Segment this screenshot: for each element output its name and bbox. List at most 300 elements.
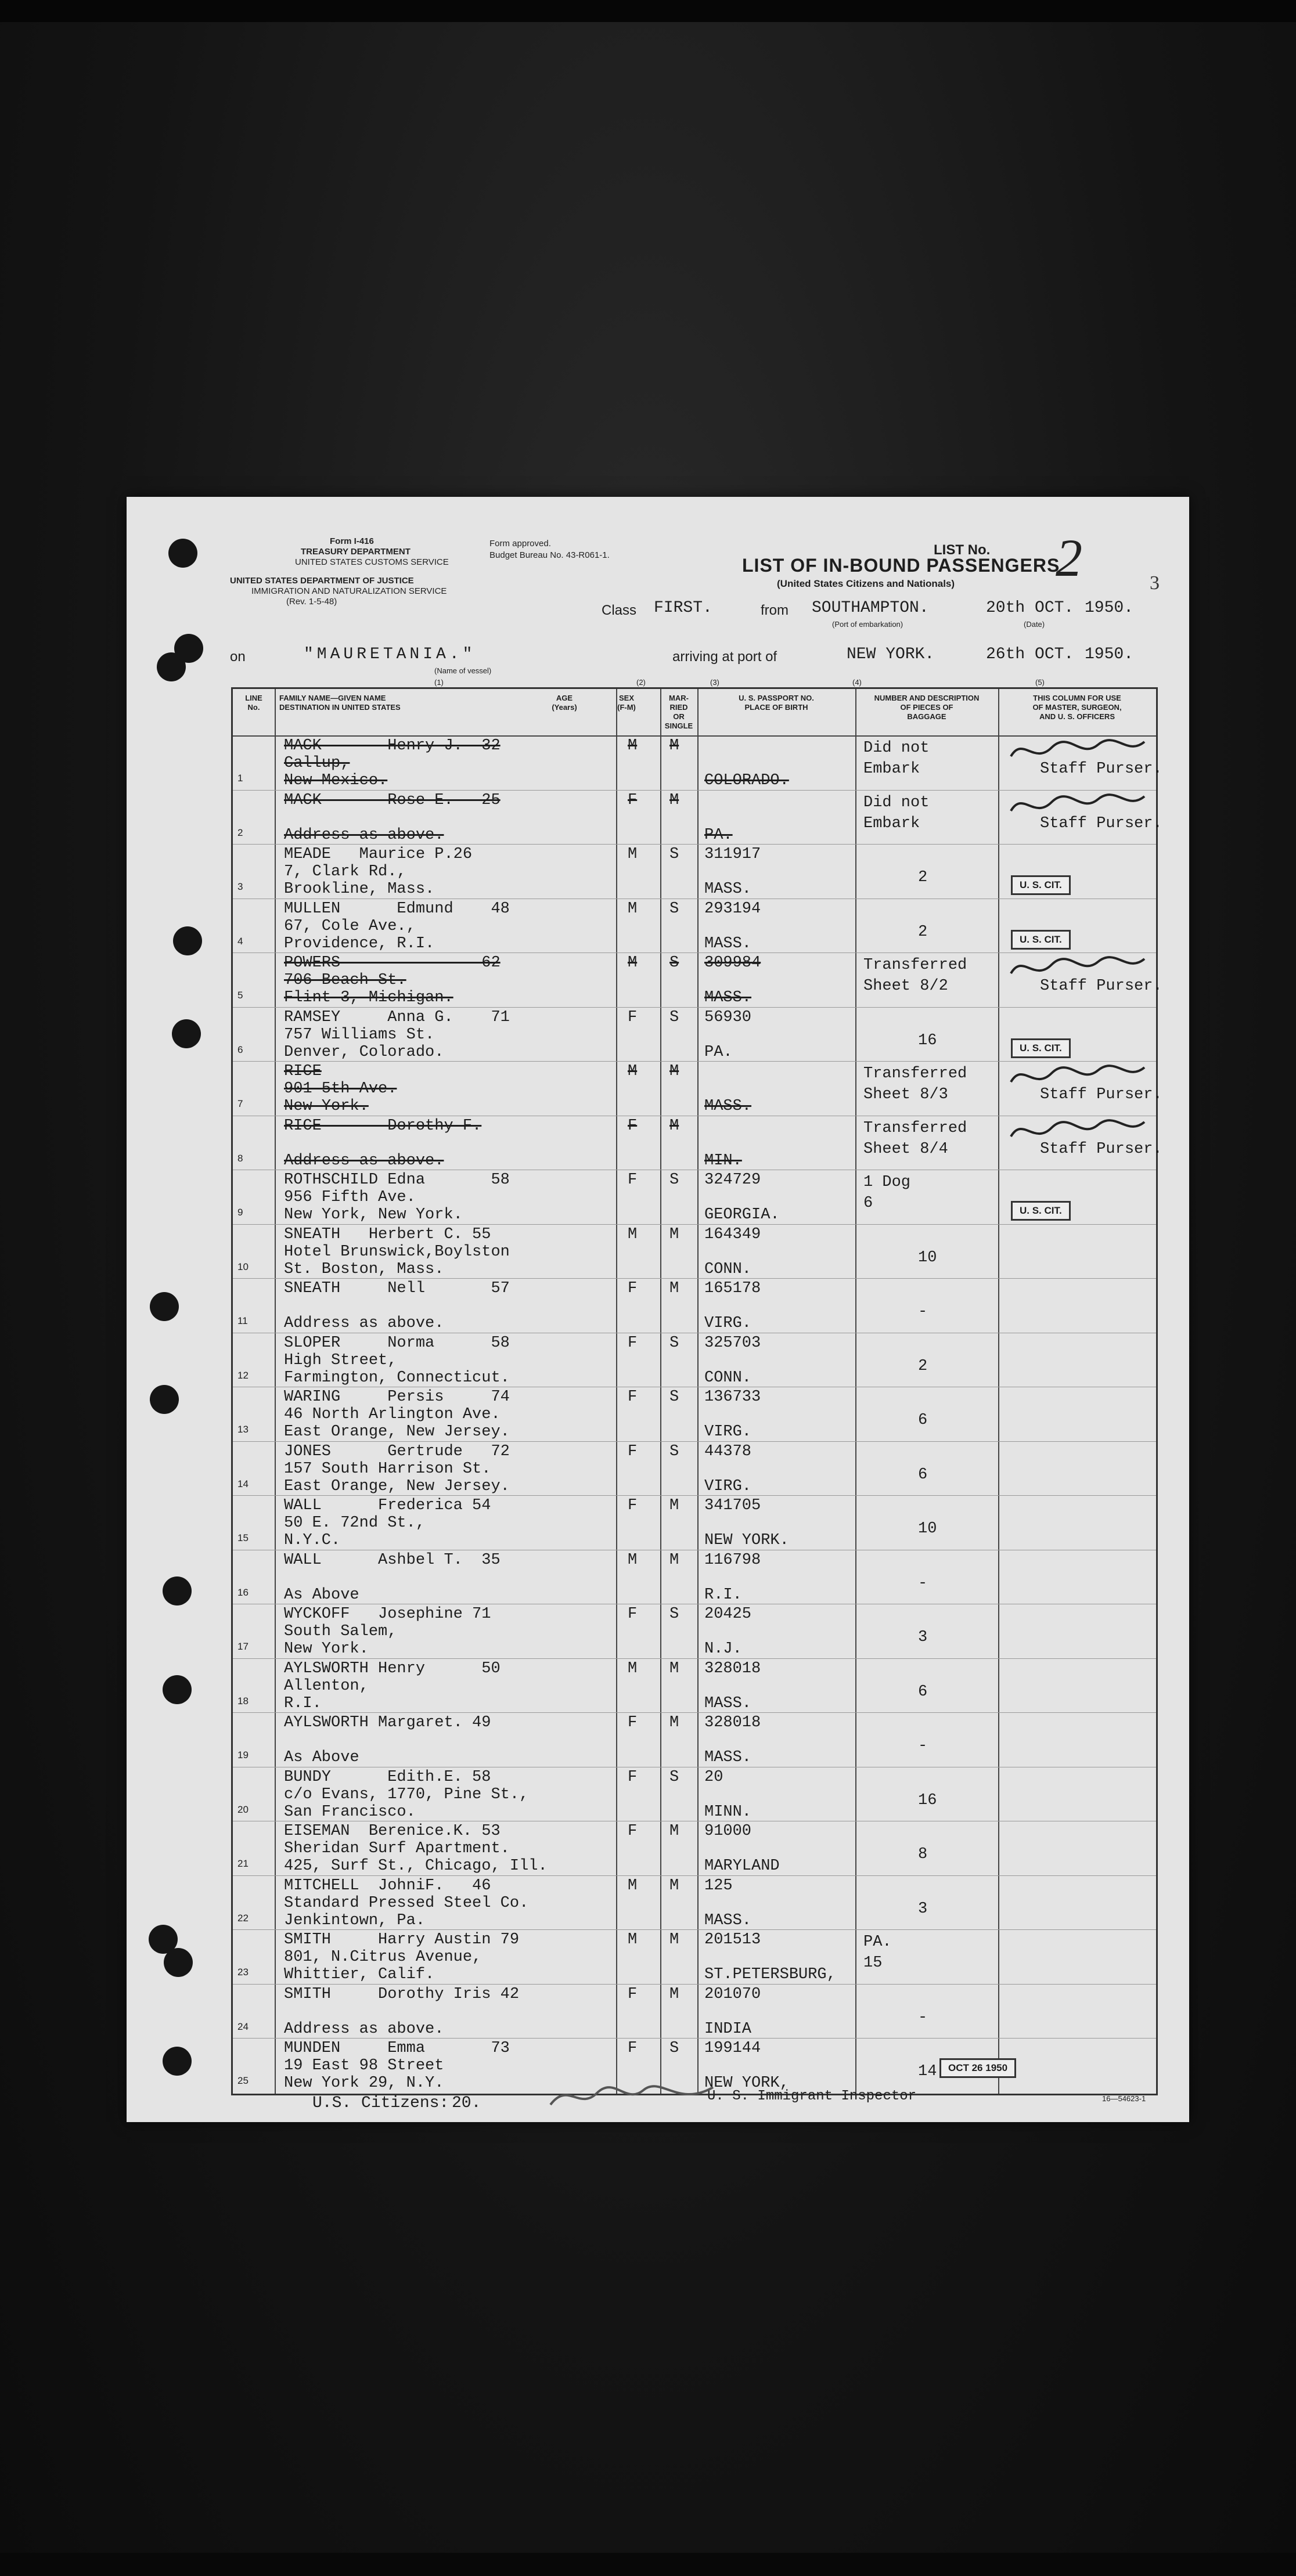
passenger-destination: Address as above. [284, 1315, 444, 1332]
film-edge-bottom [0, 2553, 1296, 2576]
passenger-destination: New York. [284, 1098, 369, 1115]
document-title: LIST OF IN-BOUND PASSENGERS [742, 555, 1060, 576]
passenger-sex: M [628, 1551, 638, 1569]
passenger-destination: Address as above. [284, 1152, 444, 1170]
baggage-note: Transferred [863, 1119, 967, 1137]
col-header-baggage: NUMBER AND DESCRIPTION OF PIECES OF BAGGAGE [874, 694, 980, 721]
baggage-count: Embark [863, 814, 920, 832]
place-of-birth: VIRG. [704, 1315, 752, 1332]
us-citizen-stamp: U. S. CIT. [1011, 1038, 1071, 1058]
passenger-destination: Whittier, Calif. [284, 1966, 435, 1983]
row-divider [233, 1658, 1156, 1659]
row-divider [233, 1712, 1156, 1713]
passenger-address: 67, Cole Ave., [284, 917, 416, 935]
list-number-value: 2 [1056, 528, 1082, 587]
passenger-sex: F [628, 1334, 638, 1352]
passenger-sex: F [628, 1117, 638, 1135]
passenger-sex: F [628, 1280, 638, 1297]
baggage-count: 14 [918, 2063, 937, 2080]
official-note: Staff Purser. [1040, 977, 1162, 995]
passport-number: 125 [704, 1877, 733, 1895]
place-of-birth: VIRG. [704, 1423, 752, 1441]
col-header-name: FAMILY NAME—GIVEN NAME DESTINATION IN UNITED STATES [279, 694, 401, 712]
passenger-destination: As Above [284, 1749, 359, 1766]
row-divider [233, 1007, 1156, 1008]
passenger-destination: New York, New York. [284, 1206, 463, 1224]
col-header-official: THIS COLUMN FOR USE OF MASTER, SURGEON, AND U. S. OFFICERS [1032, 694, 1122, 721]
row-divider [233, 1495, 1156, 1496]
passenger-sex: F [628, 1442, 638, 1460]
place-of-birth: MIN. [704, 1152, 742, 1170]
passenger-destination: Address as above. [284, 826, 444, 844]
place-of-birth: PA. [704, 826, 733, 844]
passenger-sex: F [628, 791, 638, 809]
passenger-sex: M [628, 846, 638, 863]
list-number-label: LIST No. [934, 542, 991, 558]
passenger-marital-status: M [669, 791, 679, 809]
departure-year: 1950. [1085, 599, 1134, 617]
punch-hole [150, 1385, 179, 1414]
passenger-address: 46 North Arlington Ave. [284, 1406, 501, 1423]
line-number: 6 [237, 1044, 243, 1055]
passenger-sex: F [628, 1008, 638, 1026]
baggage-count: Sheet 8/3 [863, 1086, 948, 1103]
budget-bureau: Budget Bureau No. 43-R061-1. [489, 550, 610, 560]
passport-number: 56930 [704, 1008, 752, 1026]
passenger-name-age: AYLSWORTH Margaret. 49 [284, 1714, 491, 1731]
passenger-sex: M [628, 900, 638, 918]
passenger-sex: M [628, 1877, 638, 1895]
row-divider [233, 1224, 1156, 1225]
column-number: (4) [852, 678, 862, 687]
passenger-sex: F [628, 1497, 638, 1514]
passenger-address: 801, N.Citrus Avenue, [284, 1949, 482, 1966]
passenger-destination: R.I. [284, 1694, 322, 1712]
passenger-marital-status: S [669, 1171, 679, 1189]
line-number: 24 [237, 2021, 249, 2032]
passenger-marital-status: M [669, 1225, 679, 1243]
passport-number: 44378 [704, 1442, 752, 1460]
baggage-count: 6 [918, 1466, 928, 1484]
passenger-destination: 425, Surf St., Chicago, Ill. [284, 1857, 548, 1875]
passenger-marital-status: M [669, 1551, 679, 1569]
passenger-name-age: SLOPER Norma 58 [284, 1334, 510, 1352]
passenger-marital-status: S [669, 846, 679, 863]
passenger-marital-status: M [669, 1931, 679, 1949]
line-number: 5 [237, 990, 243, 1001]
passenger-marital-status: M [669, 1714, 679, 1731]
passport-number: 20425 [704, 1606, 752, 1623]
line-number: 17 [237, 1641, 249, 1652]
passenger-name-age: POWERS 62 [284, 954, 501, 972]
passenger-sex: M [628, 954, 638, 972]
passenger-sex: M [628, 1063, 638, 1080]
row-divider [233, 1984, 1156, 1985]
passenger-address: 50 E. 72nd St., [284, 1514, 426, 1532]
customs-service: UNITED STATES CUSTOMS SERVICE [295, 557, 449, 567]
row-divider [233, 844, 1156, 845]
baggage-note: Did not [863, 793, 930, 811]
place-of-birth: MASS. [704, 935, 752, 953]
line-number: 25 [237, 2075, 249, 2086]
place-of-birth: COLORADO. [704, 772, 789, 789]
passenger-name-age: SMITH Dorothy Iris 42 [284, 1985, 520, 2003]
passenger-address: 757 Williams St. [284, 1026, 435, 1044]
ins-service: IMMIGRATION AND NATURALIZATION SERVICE [251, 586, 447, 596]
port-of-embarkation: SOUTHAMPTON. [812, 599, 929, 617]
document-subtitle: (United States Citizens and Nationals) [777, 578, 955, 589]
passenger-sex: F [628, 2040, 638, 2057]
us-citizen-stamp: U. S. CIT. [1011, 930, 1071, 950]
line-number: 9 [237, 1207, 243, 1218]
place-of-birth: INDIA [704, 2020, 752, 2038]
baggage-count: - [918, 1574, 928, 1592]
vessel-caption: (Name of vessel) [434, 666, 492, 675]
passenger-marital-status: M [669, 1063, 679, 1080]
passenger-name-age: MACK Henry J. 32 [284, 737, 501, 755]
place-of-birth: VIRG. [704, 1477, 752, 1495]
baggage-count: 3 [918, 1900, 928, 1918]
row-divider [233, 1929, 1156, 1930]
passenger-name-age: SNEATH Herbert C. 55 [284, 1225, 491, 1243]
line-number: 14 [237, 1478, 249, 1489]
passenger-name-age: MACK Rose E. 25 [284, 791, 501, 809]
place-of-birth: MARYLAND [704, 1857, 780, 1875]
line-number: 20 [237, 1803, 249, 1815]
baggage-count: 2 [918, 1357, 928, 1375]
place-of-birth: GEORGIA. [704, 1206, 780, 1224]
passenger-destination: Flint 3, Michigan. [284, 989, 453, 1006]
departure-date: 20th OCT. [986, 599, 1074, 617]
passport-number: 116798 [704, 1551, 761, 1569]
passport-number: 136733 [704, 1388, 761, 1406]
arrival-port: NEW YORK. [847, 645, 935, 663]
passenger-destination: Denver, Colorado. [284, 1043, 444, 1061]
arrival-year: 1950. [1085, 645, 1134, 663]
inspection-date-stamp: OCT 26 1950 [939, 2058, 1016, 2078]
row-divider [233, 1875, 1156, 1876]
passenger-sex: M [628, 1225, 638, 1243]
passenger-address: 19 East 98 Street [284, 2057, 444, 2074]
baggage-count: - [918, 1737, 928, 1755]
passenger-marital-status: S [669, 1442, 679, 1460]
baggage-count: 16 [918, 1031, 937, 1049]
official-note: Staff Purser. [1040, 814, 1162, 832]
purser-signature [1005, 950, 1150, 985]
passenger-destination: Providence, R.I. [284, 935, 435, 953]
class-label: Class [602, 602, 637, 618]
place-of-birth: MINN. [704, 1803, 752, 1821]
official-note: Staff Purser. [1040, 760, 1162, 778]
place-of-birth: CONN. [704, 1260, 752, 1278]
baggage-count: - [918, 2008, 928, 2026]
passenger-sex: M [628, 1931, 638, 1949]
passenger-destination: N.Y.C. [284, 1532, 341, 1549]
passport-number: 324729 [704, 1171, 761, 1189]
row-divider [233, 1278, 1156, 1279]
passenger-marital-status: S [669, 1388, 679, 1406]
purser-signature [1005, 733, 1150, 768]
passenger-destination: Farmington, Connecticut. [284, 1369, 510, 1387]
passenger-marital-status: S [669, 900, 679, 918]
passenger-marital-status: M [669, 1659, 679, 1677]
passport-number: 309984 [704, 954, 761, 972]
passenger-destination: Address as above. [284, 2020, 444, 2038]
passenger-sex: F [628, 1714, 638, 1731]
place-of-birth: PA. [704, 1043, 733, 1061]
passenger-name-age: RICE [284, 1063, 322, 1080]
passenger-destination: As Above [284, 1586, 359, 1604]
place-of-birth: MASS. [704, 1911, 752, 1929]
date-caption: (Date) [1024, 620, 1045, 629]
baggage-count: 10 [918, 1520, 937, 1538]
arrival-date: 26th OCT. [986, 645, 1074, 663]
passenger-table [231, 687, 1162, 2095]
baggage-count: Embark [863, 760, 920, 778]
line-number: 3 [237, 881, 243, 892]
passenger-marital-status: M [669, 1280, 679, 1297]
line-number: 18 [237, 1695, 249, 1706]
passenger-name-age: AYLSWORTH Henry 50 [284, 1659, 501, 1677]
baggage-note: Did not [863, 739, 930, 757]
purser-signature [1005, 1113, 1150, 1148]
line-number: 2 [237, 827, 243, 838]
passenger-sex: F [628, 1985, 638, 2003]
passport-number: 325703 [704, 1334, 761, 1352]
passenger-sex: M [628, 737, 638, 755]
passenger-address: 706 Beach St. [284, 972, 406, 989]
baggage-count: 2 [918, 923, 928, 941]
official-note: Staff Purser. [1040, 1086, 1162, 1103]
passenger-name-age: MUNDEN Emma 73 [284, 2040, 510, 2057]
official-note: Staff Purser. [1040, 1140, 1162, 1158]
line-number: 8 [237, 1152, 243, 1164]
passenger-address: Hotel Brunswick,Boylston [284, 1243, 510, 1261]
line-number: 16 [237, 1586, 249, 1598]
passenger-marital-status: M [669, 1823, 679, 1840]
passenger-name-age: MITCHELL JohniF. 46 [284, 1877, 491, 1895]
line-number: 11 [237, 1315, 248, 1326]
print-code: 16—54623-1 [1102, 2094, 1146, 2103]
baggage-count: - [918, 1303, 928, 1321]
passenger-name-age: WARING Persis 74 [284, 1388, 510, 1406]
line-number: 4 [237, 935, 243, 947]
row-divider [233, 1441, 1156, 1442]
row-divider [233, 2038, 1156, 2039]
passenger-name-age: BUNDY Edith.E. 58 [284, 1768, 491, 1786]
line-number: 7 [237, 1098, 243, 1109]
place-of-birth: MASS. [704, 1098, 752, 1115]
passenger-name-age: WALL Ashbel T. 35 [284, 1551, 501, 1569]
line-number: 1 [237, 773, 243, 784]
baggage-note: PA. [863, 1933, 892, 1951]
justice-dept: UNITED STATES DEPARTMENT OF JUSTICE [230, 576, 414, 586]
passenger-marital-status: S [669, 1334, 679, 1352]
us-citizen-stamp: U. S. CIT. [1011, 875, 1071, 895]
baggage-count: 6 [918, 1412, 928, 1429]
passenger-address: 157 South Harrison St. [284, 1460, 491, 1478]
from-label: from [761, 602, 789, 618]
inspector-label: U. S. Immigrant Inspector [707, 2088, 917, 2104]
passport-number: 199144 [704, 2040, 761, 2057]
form-number: Form I-416 [330, 536, 374, 546]
place-of-birth: ST.PETERSBURG, [704, 1966, 836, 1983]
passport-number: 164349 [704, 1225, 761, 1243]
punch-hole [150, 1292, 179, 1321]
passenger-address: 956 Fifth Ave. [284, 1189, 416, 1206]
col-header-passport: U. S. PASSPORT NO. PLACE OF BIRTH [739, 694, 814, 712]
vessel-name: "MAURETANIA." [304, 645, 476, 663]
passenger-destination: St. Boston, Mass. [284, 1260, 444, 1278]
baggage-count: 10 [918, 1249, 937, 1267]
passenger-marital-status: S [669, 2040, 679, 2057]
baggage-count: Sheet 8/2 [863, 977, 948, 995]
punch-hole [164, 1948, 193, 1977]
passenger-sex: M [628, 1659, 638, 1677]
passport-number: 165178 [704, 1280, 761, 1297]
line-number: 22 [237, 1912, 249, 1924]
passenger-destination: Jenkintown, Pa. [284, 1911, 426, 1929]
arriving-label: arriving at port of [672, 649, 777, 665]
passenger-address: 7, Clark Rd., [284, 863, 406, 881]
passenger-address: High Street, [284, 1351, 397, 1369]
passenger-sex: F [628, 1171, 638, 1189]
passenger-name-age: WYCKOFF Josephine 71 [284, 1606, 491, 1623]
baggage-note: Transferred [863, 957, 967, 974]
passenger-destination: New Mexico. [284, 772, 388, 789]
passenger-marital-status: M [669, 1117, 679, 1135]
purser-signature [1005, 1059, 1150, 1094]
baggage-count: 2 [918, 869, 928, 886]
passenger-marital-status: M [669, 1497, 679, 1514]
col-header-age: AGE (Years) [552, 694, 577, 712]
place-of-birth: MASS. [704, 989, 752, 1006]
passenger-marital-status: M [669, 1985, 679, 2003]
passenger-marital-status: S [669, 1606, 679, 1623]
punch-hole [172, 1019, 201, 1048]
line-number: 12 [237, 1369, 249, 1381]
passenger-marital-status: S [669, 954, 679, 972]
passport-number: 341705 [704, 1497, 761, 1514]
baggage-count: 15 [863, 1954, 883, 1972]
passport-number: 20 [704, 1768, 723, 1786]
line-number: 21 [237, 1858, 249, 1869]
passenger-name-age: RAMSEY Anna G. 71 [284, 1008, 510, 1026]
passenger-address: Allenton, [284, 1677, 369, 1695]
citizens-count: 20. [452, 2094, 481, 2112]
punch-hole [173, 926, 202, 955]
baggage-count: 8 [918, 1846, 928, 1863]
passenger-name-age: WALL Frederica 54 [284, 1497, 491, 1514]
passenger-manifest-sheet [127, 497, 1189, 2122]
purser-signature [1005, 788, 1150, 822]
passenger-marital-status: M [669, 1877, 679, 1895]
line-number: 13 [237, 1424, 249, 1435]
punch-hole [163, 1576, 192, 1606]
baggage-note: Transferred [863, 1065, 967, 1083]
passenger-sex: F [628, 1606, 638, 1623]
treasury-dept: TREASURY DEPARTMENT [301, 547, 411, 557]
passport-number: 201513 [704, 1931, 761, 1949]
passenger-address: Standard Pressed Steel Co. [284, 1894, 529, 1912]
passenger-destination: San Francisco. [284, 1803, 416, 1821]
baggage-note: 1 Dog [863, 1174, 911, 1191]
col-header-married: MAR- RIED OR SINGLE [664, 694, 693, 730]
line-number: 23 [237, 1967, 249, 1978]
passenger-sex: F [628, 1823, 638, 1840]
passenger-destination: New York. [284, 1640, 369, 1658]
passport-number: 328018 [704, 1714, 761, 1731]
passenger-name-age: MULLEN Edmund 48 [284, 900, 510, 918]
port-caption: (Port of embarkation) [832, 620, 903, 629]
passenger-address: Callup, [284, 755, 350, 772]
passenger-name-age: MEADE Maurice P.26 [284, 846, 473, 863]
punch-hole [163, 2047, 192, 2076]
passenger-marital-status: M [669, 737, 679, 755]
passport-number: 293194 [704, 900, 761, 918]
passenger-name-age: SMITH Harry Austin 79 [284, 1931, 520, 1949]
baggage-count: 3 [918, 1629, 928, 1646]
punch-hole [168, 539, 197, 568]
line-number: 10 [237, 1261, 249, 1272]
passport-number: 201070 [704, 1985, 761, 2003]
line-number: 19 [237, 1749, 249, 1760]
passenger-name-age: SNEATH Nell 57 [284, 1280, 510, 1297]
passenger-destination: Brookline, Mass. [284, 881, 435, 898]
passport-number: 328018 [704, 1659, 761, 1677]
place-of-birth: R.I. [704, 1586, 742, 1604]
column-number: (1) [434, 678, 444, 687]
passenger-name-age: JONES Gertrude 72 [284, 1442, 510, 1460]
column-number: (3) [710, 678, 719, 687]
punch-hole [163, 1675, 192, 1704]
form-approved: Form approved. [489, 539, 551, 549]
passenger-destination: East Orange, New Jersey. [284, 1423, 510, 1441]
place-of-birth: MASS. [704, 881, 752, 898]
baggage-count: 16 [918, 1791, 937, 1809]
col-header-line: LINE No. [245, 694, 262, 712]
passenger-name-age: ROTHSCHILD Edna 58 [284, 1171, 510, 1189]
column-number: (5) [1035, 678, 1045, 687]
passenger-address: c/o Evans, 1770, Pine St., [284, 1785, 529, 1803]
passenger-marital-status: S [669, 1008, 679, 1026]
punch-hole [174, 634, 203, 663]
passenger-name-age: EISEMAN Berenice.K. 53 [284, 1823, 501, 1840]
passenger-sex: F [628, 1388, 638, 1406]
baggage-count: Sheet 8/4 [863, 1140, 948, 1158]
class-value: FIRST. [654, 599, 712, 617]
passenger-address: 901 5th Ave. [284, 1080, 397, 1098]
line-number: 15 [237, 1532, 249, 1543]
passenger-sex: F [628, 1768, 638, 1786]
film-edge-top [0, 0, 1296, 22]
place-of-birth: MASS. [704, 1694, 752, 1712]
column-number: (2) [636, 678, 646, 687]
passenger-destination: New York 29, N.Y. [284, 2074, 444, 2092]
on-label: on [230, 649, 246, 665]
passenger-name-age: RICE Dorothy F. [284, 1117, 482, 1135]
col-header-sex: SEX (F-M) [617, 694, 636, 712]
citizens-label: U.S. Citizens: [312, 2094, 449, 2112]
revision: (Rev. 1-5-48) [286, 597, 337, 607]
us-citizen-stamp: U. S. CIT. [1011, 1201, 1071, 1221]
passport-number: 91000 [704, 1823, 752, 1840]
passenger-destination: East Orange, New Jersey. [284, 1477, 510, 1495]
inspector-signature [545, 2076, 719, 2116]
corner-number: 3 [1150, 572, 1160, 594]
baggage-count: 6 [918, 1683, 928, 1701]
passenger-address: Sheridan Surf Apartment. [284, 1840, 510, 1857]
